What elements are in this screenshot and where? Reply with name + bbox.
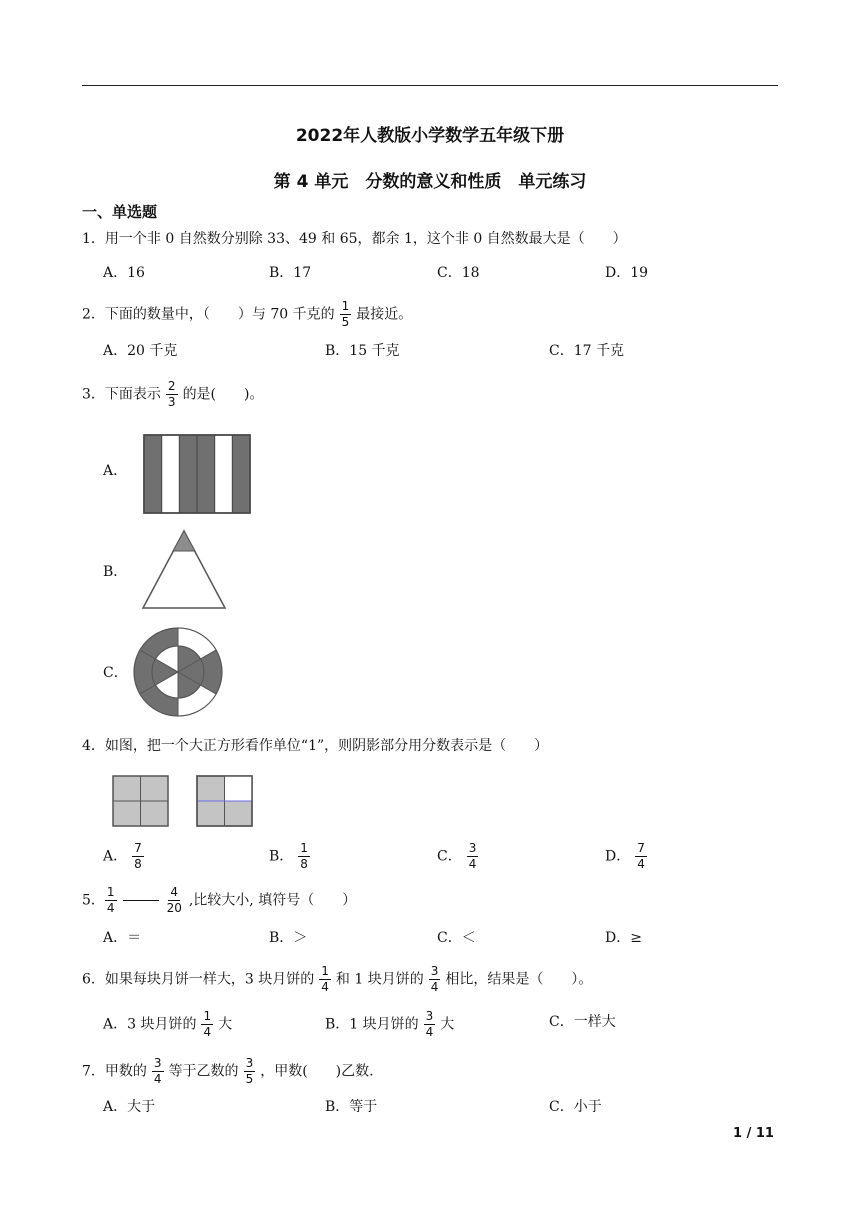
option-fraction — [201, 1010, 213, 1039]
q7-fraction-2 — [244, 1057, 256, 1086]
option-fraction — [467, 842, 479, 871]
option-text-post: 大 — [218, 1016, 233, 1033]
q4-option-d[interactable] — [605, 842, 652, 871]
fraction-numerator: 3 — [425, 1009, 434, 1023]
fraction-numerator: 1 — [300, 841, 308, 855]
fraction-denominator: 3 — [167, 395, 176, 409]
q4-option-b[interactable] — [269, 842, 315, 871]
q7-option-c[interactable]: C．小于 — [549, 1099, 602, 1115]
q3-fraction — [166, 380, 178, 409]
q2-text-post: 最接近。 — [356, 306, 413, 323]
q6-option-b[interactable] — [325, 1010, 454, 1039]
q7-fraction-1 — [152, 1057, 164, 1086]
q1-option-b[interactable]: B．17 — [269, 265, 312, 281]
q1-option-d[interactable]: D．19 — [605, 265, 649, 281]
q7-text-mid: 等于乙数的 — [168, 1063, 239, 1080]
question-5 — [82, 886, 356, 915]
q5-option-d[interactable]: D．≥ — [605, 930, 642, 946]
option-label: B． — [269, 848, 294, 865]
striped-rectangle-figure[interactable] — [140, 432, 252, 516]
q6-option-a[interactable] — [103, 1010, 232, 1039]
fraction-denominator: 4 — [468, 857, 477, 871]
option-fraction — [132, 842, 144, 871]
q5-answer-blank[interactable] — [123, 900, 159, 901]
fraction-denominator: 4 — [106, 901, 115, 915]
q5-number: 5． — [82, 892, 105, 909]
fraction-numerator: 1 — [321, 964, 329, 978]
fraction-denominator: 4 — [425, 1025, 434, 1039]
q1-option-c[interactable]: C．18 — [437, 265, 480, 281]
q6-text-mid: 和 1 块月饼的 — [335, 971, 424, 988]
fraction-denominator: 4 — [203, 1025, 212, 1039]
fraction-numerator: 4 — [170, 885, 179, 899]
fraction-numerator: 2 — [167, 379, 176, 393]
option-label: C． — [437, 848, 462, 865]
q3-option-c[interactable]: C． — [103, 665, 128, 681]
question-7 — [82, 1057, 374, 1086]
option-fraction — [635, 842, 647, 871]
fraction-numerator: 7 — [134, 841, 142, 855]
q6-fraction-2 — [429, 965, 441, 994]
q2-text-pre: 2．下面的数量中，（ ）与 70 千克的 — [82, 306, 335, 323]
circle-sectors-figure[interactable] — [132, 626, 224, 718]
fraction-numerator: 3 — [468, 841, 477, 855]
q7-text-post: ，甲数( )乙数. — [260, 1063, 374, 1080]
q3-option-a[interactable]: A． — [103, 463, 128, 479]
q7-option-b[interactable]: B．等于 — [325, 1099, 378, 1115]
fraction-numerator: 3 — [430, 964, 439, 978]
fraction-numerator: 1 — [341, 299, 350, 313]
option-fraction — [424, 1010, 436, 1039]
fraction-denominator: 4 — [153, 1072, 162, 1086]
q5-option-c[interactable]: C．＜ — [437, 930, 476, 946]
q6-text-post: 相比，结果是（ ）。 — [445, 971, 593, 988]
q2-option-b[interactable]: B．15 千克 — [325, 343, 400, 359]
q2-option-a[interactable]: A．20 千克 — [103, 343, 178, 359]
q6-text-pre: 6．如果每块月饼一样大，3 块月饼的 — [82, 971, 315, 988]
q2-fraction — [340, 300, 352, 329]
question-6 — [82, 965, 592, 994]
squares-figure — [110, 773, 260, 829]
page-number: 1 / 11 — [733, 1126, 774, 1141]
fraction-numerator: 7 — [637, 841, 645, 855]
fraction-numerator: 3 — [245, 1056, 254, 1070]
document-title: 2022年人教版小学数学五年级下册 — [295, 126, 565, 146]
q5-text-post: ,比较大小, 填符号（ ） — [188, 892, 357, 909]
option-fraction — [298, 842, 310, 871]
q2-option-c[interactable]: C．17 千克 — [549, 343, 624, 359]
question-1: 1．用一个非 0 自然数分别除 33、49 和 65，都余 1，这个非 0 自然数最大是（ ） — [82, 231, 627, 247]
q6-fraction-1 — [319, 965, 331, 994]
fraction-denominator: 5 — [341, 315, 350, 329]
fraction-denominator: 5 — [245, 1072, 254, 1086]
q7-text-pre: 7．甲数的 — [82, 1063, 147, 1080]
question-2 — [82, 300, 412, 329]
fraction-denominator: 4 — [637, 857, 645, 871]
option-text-pre: A．3 块月饼的 — [103, 1016, 197, 1033]
q1-option-a[interactable]: A．16 — [103, 265, 145, 281]
option-label: D． — [605, 848, 631, 865]
q3-text-pre: 3．下面表示 — [82, 386, 161, 403]
q5-option-b[interactable]: B．＞ — [269, 930, 308, 946]
fraction-denominator: 8 — [300, 857, 308, 871]
fraction-numerator: 1 — [106, 885, 115, 899]
fraction-denominator: 4 — [321, 980, 329, 994]
option-label: A． — [103, 848, 128, 865]
question-3 — [82, 380, 264, 409]
q4-option-a[interactable] — [103, 842, 149, 871]
triangle-figure[interactable] — [140, 528, 230, 612]
q7-option-a[interactable]: A．大于 — [103, 1099, 156, 1115]
question-4: 4．如图，把一个大正方形看作单位“1”，则阴影部分用分数表示是（ ） — [82, 738, 549, 754]
header-rule — [82, 85, 778, 86]
q3-text-post: 的是( )。 — [182, 386, 264, 403]
fraction-numerator: 1 — [203, 1009, 212, 1023]
fraction-denominator: 8 — [134, 857, 142, 871]
fraction-numerator: 3 — [153, 1056, 162, 1070]
fraction-denominator: 20 — [166, 901, 182, 915]
q4-option-c[interactable] — [437, 842, 483, 871]
section-heading: 一、单选题 — [82, 203, 158, 221]
fraction-denominator: 4 — [430, 980, 439, 994]
q5-fraction-1 — [105, 886, 117, 915]
option-text-pre: B．1 块月饼的 — [325, 1016, 419, 1033]
q5-option-a[interactable]: A．＝ — [103, 930, 142, 946]
document-subtitle: 第 4 单元 分数的意义和性质 单元练习 — [273, 172, 587, 192]
q5-fraction-2 — [165, 886, 184, 915]
option-text-post: 大 — [440, 1016, 455, 1033]
q6-option-c[interactable]: C．一样大 — [549, 1014, 616, 1030]
q3-option-b[interactable]: B． — [103, 564, 128, 580]
